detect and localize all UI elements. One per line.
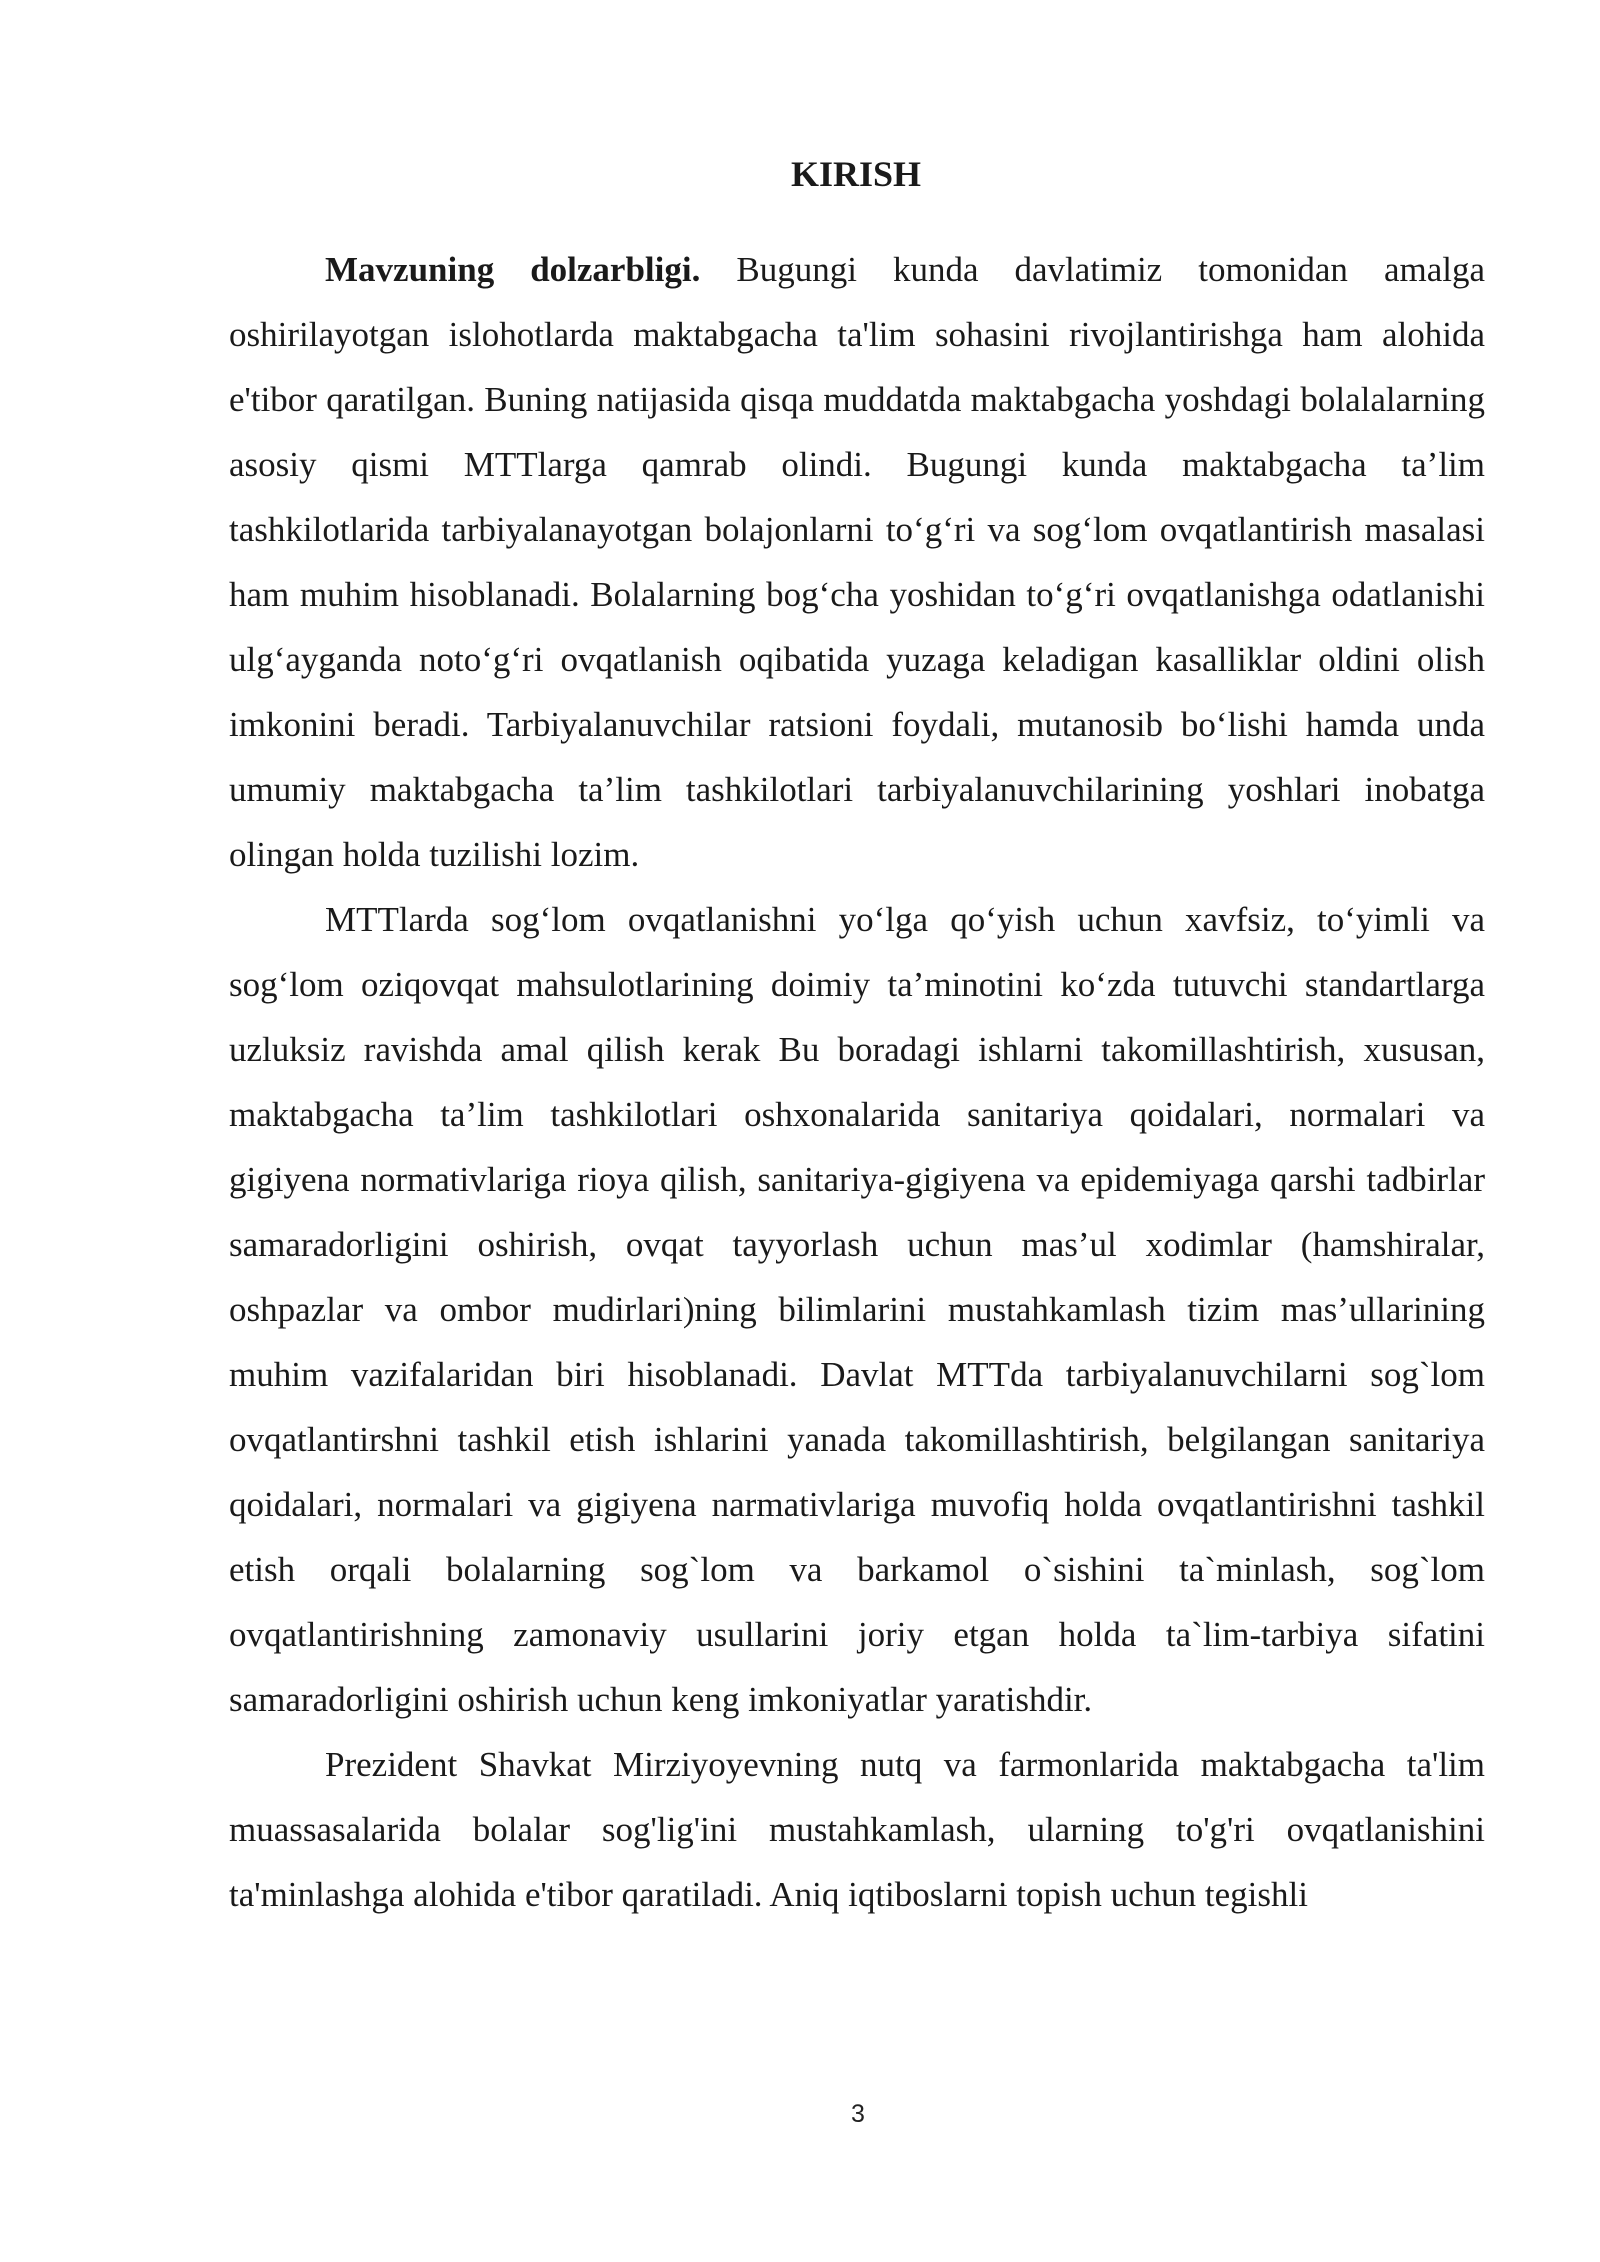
page-number: 3 [851, 2100, 865, 2128]
page-heading: KIRISH [790, 154, 922, 194]
document-body [229, 237, 1485, 1927]
paragraph-text: Bugungi kunda davlatimiz tomonidan amalga oshirilayotgan islohotlarda maktabgacha ta'lim sohasini rivojlantirishga ham alohida e'tibor qaratilgan. Buning natijasida qisqa muddatda maktabgacha yoshdagi bolalalarning asosiy qismi MTTlarga qamrab olindi. Bugungi kunda maktabgacha ta’lim tashkilotlarida tarbiyalanayotgan bolajonlarni to‘g‘ri va sog‘lom ovqatlantirish masalasi ham muhim hisoblanadi. Bolalarning bog‘cha yoshidan to‘g‘ri ovqatlanishga odatlanishi ulg‘ayganda noto‘g‘ri ovqatlanish oqibatida yuzaga keladigan kasalliklar oldini olish imkonini beradi. Tarbiyalanuvchilar ratsioni foydali, mutanosib bo‘lishi hamda unda umumiy maktabgacha ta’lim tashkilotlari tarbiyalanuvchilarining yoshlari inobatga olingan holda tuzilishi lozim. [229, 250, 1485, 874]
paragraph-lead: Mavzuning dolzarbligi. [325, 250, 701, 289]
paragraph-relevance [229, 237, 1485, 887]
paragraph-president: Prezident Shavkat Mirziyoyevning nutq va farmonlarida maktabgacha ta'lim muassasalarida bolalar sog'lig'ini mustahkamlash, ularning to'g'ri ovqatlanishini ta'minlashga alohida e'tibor qaratiladi. Aniq iqtiboslarni topish uchun tegishli [229, 1745, 1485, 1914]
paragraph-nutrition-standards: MTTlarda sog‘lom ovqatlanishni yo‘lga qo‘yish uchun xavfsiz, to‘yimli va sog‘lom oziqovqat mahsulotlarining doimiy ta’minotini ko‘zda tutuvchi standartlarga uzluksiz ravishda amal qilish kerak Bu boradagi ishlarni takomillashtirish, xususan, maktabgacha ta’lim tashkilotlari oshxonalarida sanitariya qoidalari, normalari va gigiyena normativlariga rioya qilish, sanitariya-gigiyena va epidemiyaga qarshi tadbirlar samaradorligini oshirish, ovqat tayyorlash uchun mas’ul xodimlar (hamshiralar, oshpazlar va ombor mudirlari)ning bilimlarini mustahkamlash tizim mas’ullarining muhim vazifalaridan biri hisoblanadi. Davlat MTTda tarbiyalanuvchilarni sog`lom ovqatlantirshni tashkil etish ishlarini yanada takomillashtirish, belgilangan sanitariya qoidalari, normalari va gigiyena narmativlariga muvofiq holda ovqatlantirishni tashkil etish orqali bolalarning sog`lom va barkamol o`sishini ta`minlash, sog`lom ovqatlantirishning zamonaviy usullarini joriy etgan holda ta`lim-tarbiya sifatini samaradorligini oshirish uchun keng imkoniyatlar yaratishdir. [229, 900, 1485, 1719]
